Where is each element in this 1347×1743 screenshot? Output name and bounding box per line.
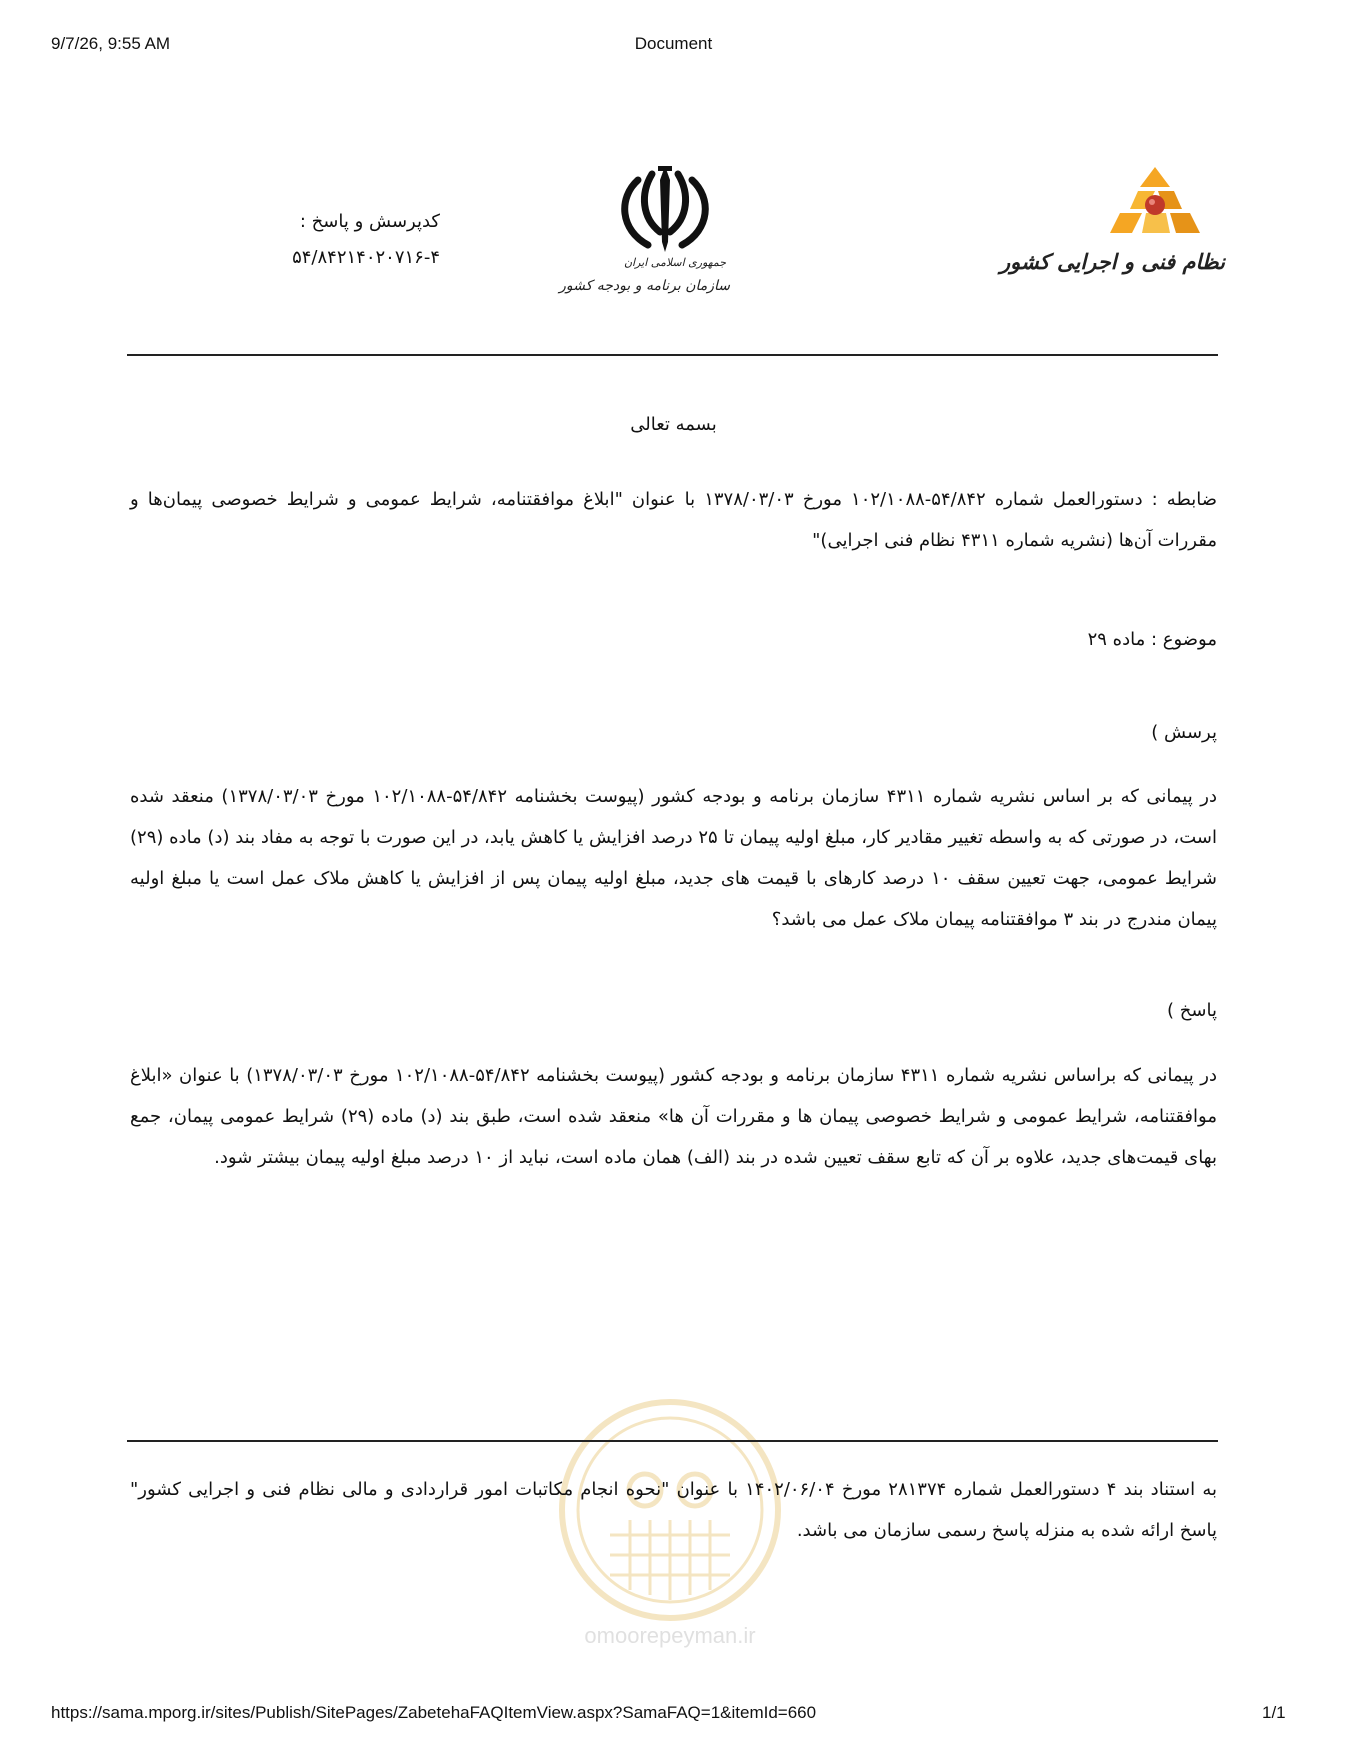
pyramid-logo-icon [1100,165,1210,240]
print-url: https://sama.mporg.ir/sites/Publish/SitePages/ZabetehaFAQItemView.aspx?SamaFAQ=1&itemId=660 [51,1703,817,1722]
government-emblem [559,160,730,320]
print-page-title: Document [634,34,713,53]
print-page-count: 1/1 [1262,1703,1286,1722]
question-text: در پیمانی که بر اساس نشریه شماره ۴۳۱۱ سازمان برنامه و بودجه کشور (پیوست بخشنامه ۵۴/۸۴۲-۱۰۲/۱۰۸۸ مورخ ۱۳۷۸/۰۳/۰۳) منعقد شده است، در صورتی که به واسطه تغییر مقادیر کار، مبلغ اولیه پیمان تا ۲۵ درصد افزایش یا کاهش یابد، در این صورت با توجه به مفاد بند (د) ماده (۲۹) شرایط عمومی، جهت تعیین سقف ۱۰ درصد کارهای با قیمت های جدید، مبلغ اولیه پیمان پس از افزایش یا کاهش ملاک عمل است یا مبلغ اولیه پیمان مندرج در بند ۳ موافقتنامه پیمان ملاک عمل می باشد؟ [130,786,1217,930]
subject-line: موضوع : ماده ۲۹ [1087,629,1217,650]
watermark-text: omoorepeyman.ir [584,1623,756,1648]
answer-heading: پاسخ ) [1167,1000,1217,1021]
technical-system-logo [999,165,1225,295]
faq-code-block [230,204,440,276]
basmala: بسمه تعالی [630,414,717,435]
print-datetime: 9/7/26, 9:55 AM [51,34,171,53]
footer-note: به استناد بند ۴ دستورالعمل شماره ۲۸۱۳۷۴ مورخ ۱۴۰۲/۰۶/۰۴ با عنوان "نحوه انجام مکاتبات امور قراردادی و مالی نظام فنی و اجرایی کشور" پاسخ ارائه شده به منزله پاسخ رسمی سازمان می باشد. [130,1479,1217,1541]
emblem-icon [600,160,730,255]
footer-divider [127,1440,1218,1442]
question-heading: پرسش ) [1151,722,1217,743]
faq-code-label: کدپرسش و پاسخ : [299,211,440,232]
emblem-text-country: جمهوری اسلامی ایران [623,256,726,269]
header-divider [127,354,1218,356]
logo-caption: نظام فنی و اجرایی کشور [999,249,1225,274]
regulation-reference: ضابطه : دستورالعمل شماره ۵۴/۸۴۲-۱۰۲/۱۰۸۸ مورخ ۱۳۷۸/۰۳/۰۳ با عنوان "ابلاغ موافقتنامه، شرایط عمومی و شرایط خصوصی پیمان‌ها و مقررات آن‌ها (نشریه شماره ۴۳۱۱ نظام فنی اجرایی)" [130,489,1217,551]
answer-text: در پیمانی که براساس نشریه شماره ۴۳۱۱ سازمان برنامه و بودجه کشور (پیوست بخشنامه ۵۴/۸۴۲-۱۰۲/۱۰۸۸ مورخ ۱۳۷۸/۰۳/۰۳) با عنوان «ابلاغ موافقتنامه، شرایط عمومی و شرایط خصوصی پیمان ها و مقررات آن ها» منعقد شده است، طبق بند (د) ماده (۲۹) شرایط عمومی پیمان، جمع بهای قیمت‌های جدید، علاوه بر آن که تابع سقف تعیین شده در بند (الف) همان ماده است، نباید از ۱۰ درصد مبلغ اولیه پیمان بیشتر شود. [130,1065,1217,1168]
emblem-text-org: سازمان برنامه و بودجه کشور [559,278,730,294]
faq-code-value: ۵۴/۸۴۲۱۴۰۲۰۷۱۶-۴ [292,247,440,268]
